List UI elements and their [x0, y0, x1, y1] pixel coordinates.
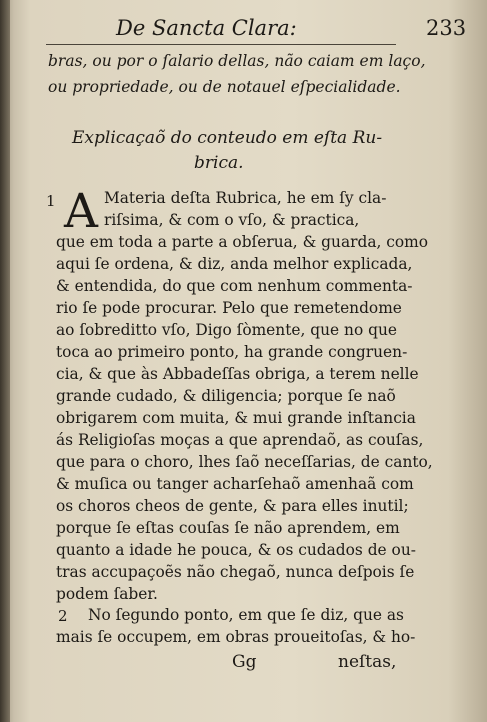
running-title: De Sancta Clara: [116, 16, 297, 40]
body-line: & entendida, do que com nenhum commenta- [56, 277, 413, 295]
body-line: os choros cheos de gente, & para elles inutil; [56, 497, 409, 515]
body-line: cia, & que às Abbadeſſas obriga, a terem nelle [56, 365, 419, 383]
body-line: tras accupaçoẽs não chegaõ, nunca deſpois ſe [56, 563, 415, 581]
body-line: rio ſe pode procurar. Pelo que remetendome [56, 299, 402, 317]
section-title-line: brica. [194, 153, 244, 173]
body-line: aqui ſe ordena, & diz, anda melhor explicada, [56, 255, 413, 273]
body-line: obrigarem com muita, & mui grande inſtancia [56, 409, 416, 427]
body-line: ao ſobreditto vſo, Digo ſòmente, que no que [56, 321, 397, 339]
paragraph-number: 2 [58, 607, 68, 625]
catchword: neſtas, [338, 652, 397, 672]
intro-line: ou propriedade, ou de notauel eſpecialidade. [48, 78, 401, 96]
intro-line: bras, ou por o ſalario dellas, não caiam em laço, [48, 52, 426, 70]
body-line: mais ſe occupem, em obras proueitoſas, & ho- [56, 628, 416, 646]
body-line: porque ſe eſtas couſas ſe não aprendem, em [56, 519, 400, 537]
body-line: grande cudado, & diligencia; porque ſe naõ [56, 387, 396, 405]
body-line: que em toda a parte a obſerua, & guarda, como [56, 233, 429, 251]
body-line: quanto a idade he pouca, & os cudados de ou- [56, 541, 416, 559]
body-line: toca ao primeiro ponto, ha grande congruen- [56, 343, 408, 361]
body-line: que para o choro, lhes ſaõ neceſſarias, de canto, [56, 453, 433, 471]
body-line: ás Religioſas moças a que aprendaõ, as couſas, [56, 431, 424, 449]
paragraph-number: 1 [46, 192, 56, 210]
body-line: No ſegundo ponto, em que ſe diz, que as [88, 606, 404, 624]
body-line: podem ſaber. [56, 585, 158, 603]
body-line: riſsima, & com o vſo, & practica, [104, 211, 360, 229]
page-number: 233 [426, 16, 467, 40]
signature-mark: Gg [232, 652, 257, 672]
drop-cap: A [64, 184, 98, 239]
binding-gutter [0, 0, 10, 722]
body-line: & muſica ou tanger acharſehaõ amenhaã com [56, 475, 414, 493]
header-rule [46, 44, 396, 45]
body-line: Materia deſta Rubrica, he em ſy cla- [104, 189, 387, 207]
section-title-line: Explicaçaõ do conteudo em eſta Ru- [72, 128, 383, 148]
